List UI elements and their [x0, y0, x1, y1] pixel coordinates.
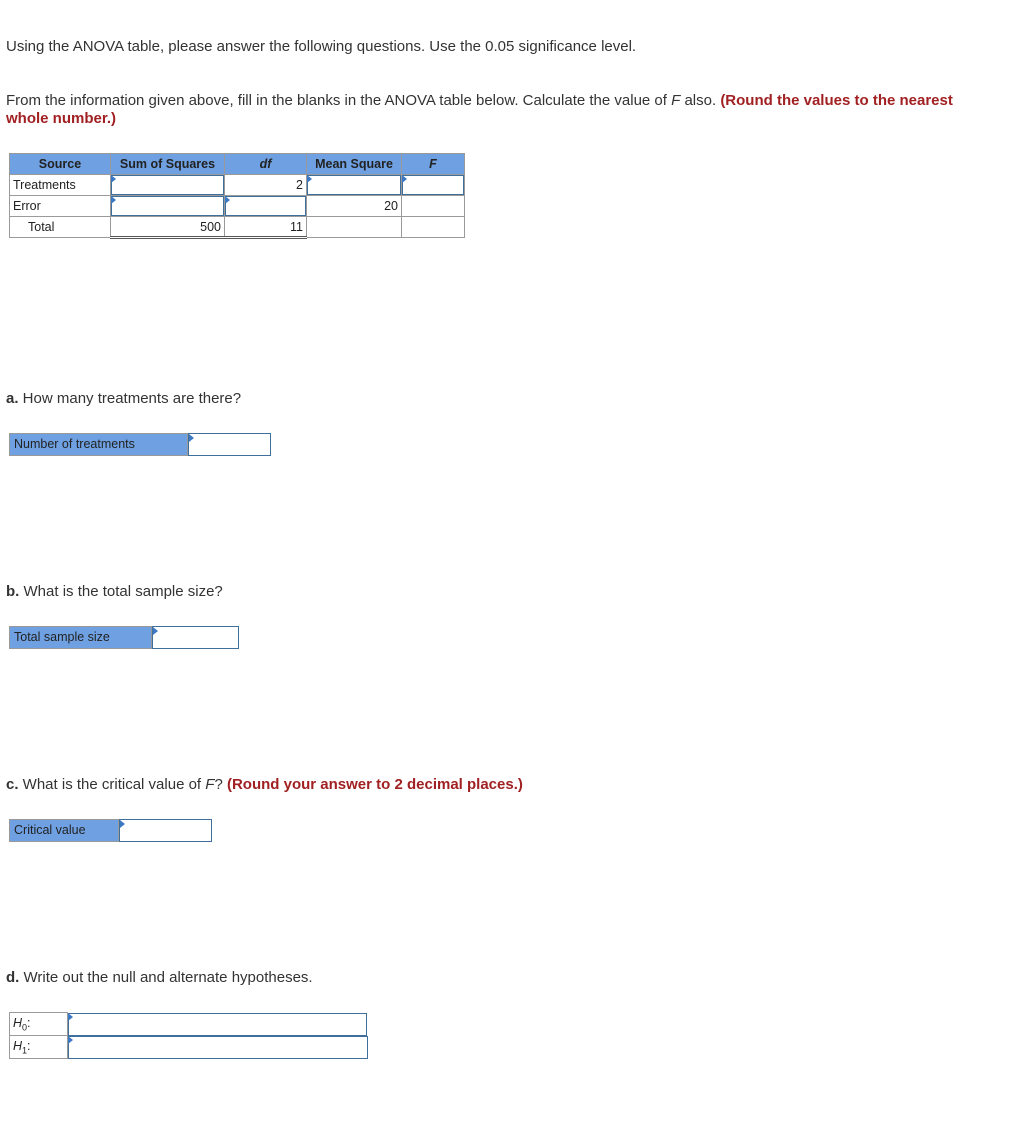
treatments-ms-input[interactable] [307, 175, 402, 196]
error-ss-field[interactable] [111, 196, 224, 216]
question-c [6, 776, 523, 794]
flag-icon [111, 196, 116, 204]
treatments-f-field[interactable] [402, 175, 464, 195]
question-d [6, 969, 313, 987]
flag-icon [225, 196, 230, 204]
h1-input[interactable] [68, 1036, 368, 1059]
instruction-var: F [671, 92, 681, 109]
error-source: Error [10, 196, 111, 217]
anova-table [9, 153, 465, 239]
error-df-field[interactable] [225, 196, 306, 216]
error-ms: 20 [307, 196, 402, 217]
treatments-answer-input[interactable] [188, 433, 271, 456]
h0-field[interactable] [68, 1013, 367, 1036]
h0-row [10, 1013, 368, 1036]
h0-input[interactable] [68, 1013, 368, 1036]
treatments-answer-label: Number of treatments [9, 433, 188, 456]
total-ms-empty [307, 217, 402, 238]
treatments-df: 2 [225, 175, 307, 196]
header-f: F [402, 154, 465, 175]
sample-size-answer-label: Total sample size [9, 626, 152, 649]
question-a [6, 390, 241, 408]
critical-value-answer-row [9, 819, 212, 842]
treatments-ms-field[interactable] [307, 175, 401, 195]
header-mean-square: Mean Square [307, 154, 402, 175]
anova-header-row [10, 154, 465, 175]
header-df: df [225, 154, 307, 175]
h1-field[interactable] [68, 1036, 368, 1059]
header-source: Source [10, 154, 111, 175]
h1-letter: H [13, 1038, 23, 1053]
flag-icon [153, 627, 158, 635]
flag-icon [68, 1013, 73, 1021]
error-df-input[interactable] [225, 196, 307, 217]
header-sum-of-squares: Sum of Squares [111, 154, 225, 175]
h0-letter: H [13, 1015, 23, 1030]
total-df: 11 [225, 217, 307, 238]
treatments-f-input[interactable] [402, 175, 465, 196]
h0-label [10, 1013, 68, 1036]
h1-colon: : [27, 1038, 31, 1053]
question-a-label: a. [6, 390, 19, 407]
question-d-text: Write out the null and alternate hypotheses. [19, 969, 313, 986]
error-ss-input[interactable] [111, 196, 225, 217]
treatments-source: Treatments [10, 175, 111, 196]
row-total [10, 217, 465, 238]
total-ss: 500 [111, 217, 225, 238]
question-b-label: b. [6, 583, 20, 600]
total-f-empty [402, 217, 465, 238]
question-a-text: How many treatments are there? [18, 390, 242, 407]
question-c-var: F [205, 776, 215, 793]
h0-sub: 0 [22, 1022, 28, 1033]
treatments-ss-field[interactable] [111, 175, 224, 195]
h0-colon: : [27, 1015, 31, 1030]
question-b-text: What is the total sample size? [19, 583, 223, 600]
critical-value-answer-label: Critical value [9, 819, 119, 842]
flag-icon [189, 434, 194, 442]
instruction-text-before: From the information given above, fill in the blanks in the ANOVA table below. Calculate the value of [6, 92, 672, 109]
instruction-text [6, 92, 966, 128]
question-d-label: d. [6, 969, 20, 986]
question-c-label: c. [6, 776, 19, 793]
flag-icon [120, 820, 125, 828]
treatments-answer-row [9, 433, 271, 456]
error-f-empty [402, 196, 465, 217]
hypotheses-table [9, 1012, 368, 1059]
row-treatments [10, 175, 465, 196]
flag-icon [402, 175, 407, 183]
sample-size-answer-row [9, 626, 239, 649]
question-c-text-before: What is the critical value of [18, 776, 206, 793]
h1-sub: 1 [22, 1045, 28, 1056]
critical-value-answer-input[interactable] [119, 819, 212, 842]
question-c-text-after: ? [214, 776, 227, 793]
intro-text: Using the ANOVA table, please answer the following questions. Use the 0.05 significance level. [6, 38, 637, 55]
instruction-text-after: also. [680, 92, 721, 109]
flag-icon [111, 175, 116, 183]
flag-icon [307, 175, 312, 183]
h1-label [10, 1036, 68, 1059]
rounding-note: (Round the values to the nearest whole number.) [6, 92, 953, 127]
treatments-ss-input[interactable] [111, 175, 225, 196]
row-error [10, 196, 465, 217]
flag-icon [68, 1036, 73, 1044]
sample-size-answer-input[interactable] [152, 626, 239, 649]
question-c-note: (Round your answer to 2 decimal places.) [226, 776, 523, 793]
question-b [6, 583, 223, 601]
h1-row [10, 1036, 368, 1059]
total-source: Total [10, 217, 111, 238]
